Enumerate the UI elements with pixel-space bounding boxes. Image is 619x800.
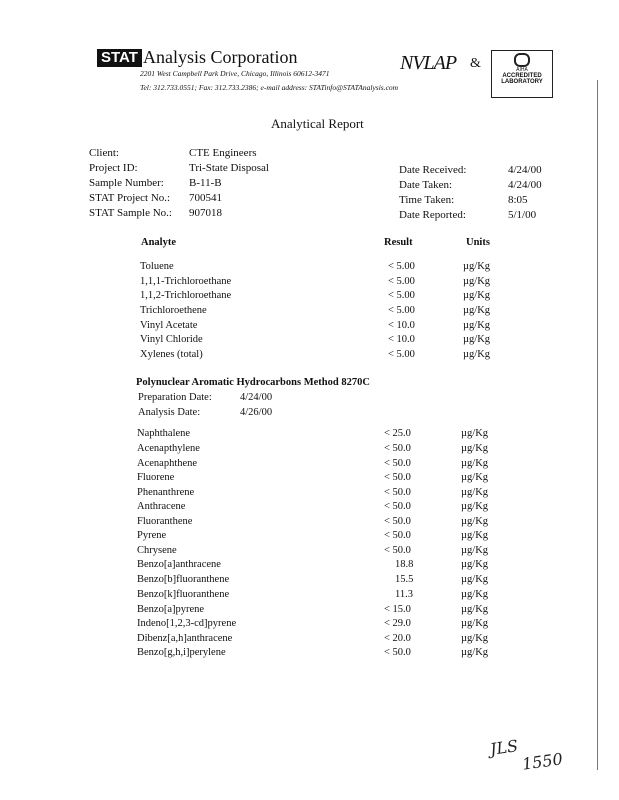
analyte-name: Dibenz[a,h]anthracene <box>137 633 233 644</box>
analyte-name: Vinyl Acetate <box>140 320 198 331</box>
ampersand: & <box>470 56 481 71</box>
analyte-name: Acenapthylene <box>137 443 200 454</box>
company-contact: Tel: 312.733.0551; Fax: 312.733.2386; e-mail address: STATinfo@STATAnalysis.com <box>140 83 399 92</box>
analyte-name: Chrysene <box>137 545 177 556</box>
date-reported-value: 5/1/00 <box>508 209 537 221</box>
date-taken-label: Date Taken: <box>399 179 453 191</box>
analyte-units: µg/Kg <box>463 349 491 360</box>
analyte-name: Toluene <box>140 261 174 272</box>
laboratory-label: LABORATORY <box>501 79 543 85</box>
aiha-accreditation-badge <box>491 50 553 98</box>
analyte-name: 1,1,1-Trichloroethane <box>140 276 232 287</box>
time-taken-value: 8:05 <box>508 194 528 206</box>
analyte-result: < 50.0 <box>384 472 411 483</box>
analyte-result: < 50.0 <box>384 530 411 541</box>
aiha-label: AIHA <box>516 67 528 73</box>
pah-section-heading: Polynuclear Aromatic Hydrocarbons Method 8270C <box>136 377 370 388</box>
analyte-result: < 50.0 <box>384 516 411 527</box>
sample-number-label: Sample Number: <box>89 177 164 189</box>
analyte-result: < 50.0 <box>384 545 411 556</box>
analysis-date-value: 4/26/00 <box>240 407 273 418</box>
analyte-name: Benzo[k]fluoranthene <box>137 589 230 600</box>
analyte-name: Benzo[b]fluoranthene <box>137 574 230 585</box>
stat-project-value: 700541 <box>189 192 222 204</box>
analyte-units: µg/Kg <box>461 647 489 658</box>
analyte-result: < 5.00 <box>388 261 415 272</box>
analyte-units: µg/Kg <box>461 443 489 454</box>
handwritten-initials: JLS <box>488 736 520 759</box>
report-title: Analytical Report <box>271 116 364 131</box>
analyte-name: Fluorene <box>137 472 175 483</box>
analyte-result: < 5.00 <box>388 290 415 301</box>
accredited-label: ACCREDITED <box>502 73 542 79</box>
analyte-result: < 5.00 <box>388 349 415 360</box>
analyte-result: < 50.0 <box>384 647 411 658</box>
analyte-name: Naphthalene <box>137 428 191 439</box>
analyte-name: Xylenes (total) <box>140 349 203 360</box>
analyte-name: Indeno[1,2,3-cd]pyrene <box>137 618 237 629</box>
analyte-name: Benzo[g,h,i]perylene <box>137 647 226 658</box>
analyte-units: µg/Kg <box>461 487 489 498</box>
analyte-name: Trichloroethene <box>140 305 207 316</box>
nvlap-logo: NVLAP <box>400 52 457 74</box>
analyte-units: µg/Kg <box>461 428 489 439</box>
analyte-result: < 25.0 <box>384 428 411 439</box>
analyte-units: µg/Kg <box>461 559 489 570</box>
project-value: Tri-State Disposal <box>189 162 269 174</box>
analyte-name: Vinyl Chloride <box>140 334 203 345</box>
stat-project-label: STAT Project No.: <box>89 192 171 204</box>
analyte-result: < 50.0 <box>384 458 411 469</box>
analyte-units: µg/Kg <box>461 545 489 556</box>
analyte-result: 11.3 <box>395 589 413 600</box>
preparation-date-value: 4/24/00 <box>240 392 273 403</box>
analyte-units: µg/Kg <box>461 516 489 527</box>
company-logo: STAT <box>97 49 142 67</box>
analyte-name: 1,1,2-Trichloroethane <box>140 290 232 301</box>
analyte-header: Analyte <box>141 237 176 248</box>
analyte-units: µg/Kg <box>461 501 489 512</box>
company-address: 2201 West Campbell Park Drive, Chicago, Illinois 60612-3471 <box>140 69 330 78</box>
analyte-units: µg/Kg <box>461 604 489 615</box>
analyte-result: 18.8 <box>395 559 414 570</box>
analyte-units: µg/Kg <box>463 276 491 287</box>
analyte-result: 15.5 <box>395 574 414 585</box>
aiha-emblem-icon <box>514 53 530 67</box>
analyte-result: < 29.0 <box>384 618 411 629</box>
scan-edge-line <box>597 80 598 770</box>
analyte-units: µg/Kg <box>461 472 489 483</box>
stat-sample-label: STAT Sample No.: <box>89 207 172 219</box>
analyte-units: µg/Kg <box>461 574 489 585</box>
project-label: Project ID: <box>89 162 138 174</box>
analyte-units: µg/Kg <box>461 589 489 600</box>
analyte-name: Benzo[a]pyrene <box>137 604 205 615</box>
stat-sample-value: 907018 <box>189 207 222 219</box>
analyte-result: < 50.0 <box>384 487 411 498</box>
analyte-units: µg/Kg <box>463 261 491 272</box>
sample-number-value: B-11-B <box>189 177 222 189</box>
analyte-name: Fluoranthene <box>137 516 193 527</box>
company-name: Analysis Corporation <box>143 47 298 67</box>
units-header: Units <box>466 237 490 248</box>
analyte-result: < 10.0 <box>388 320 415 331</box>
analyte-result: < 5.00 <box>388 305 415 316</box>
analyte-result: < 10.0 <box>388 334 415 345</box>
analyte-units: µg/Kg <box>463 290 491 301</box>
analyte-units: µg/Kg <box>461 458 489 469</box>
analyte-units: µg/Kg <box>463 305 491 316</box>
date-reported-label: Date Reported: <box>399 209 466 221</box>
preparation-date-label: Preparation Date: <box>138 392 212 403</box>
analyte-result: < 5.00 <box>388 276 415 287</box>
analyte-units: µg/Kg <box>461 633 489 644</box>
analyte-name: Pyrene <box>137 530 167 541</box>
analyte-units: µg/Kg <box>463 320 491 331</box>
result-header: Result <box>384 237 413 248</box>
analyte-units: µg/Kg <box>461 530 489 541</box>
analyte-name: Anthracene <box>137 501 186 512</box>
handwritten-number: 1550 <box>520 749 564 774</box>
analyte-result: < 15.0 <box>384 604 411 615</box>
analyte-name: Acenaphthene <box>137 458 198 469</box>
analyte-units: µg/Kg <box>461 618 489 629</box>
time-taken-label: Time Taken: <box>399 194 455 206</box>
client-label: Client: <box>89 147 119 159</box>
analysis-date-label: Analysis Date: <box>138 407 201 418</box>
analyte-name: Phenanthrene <box>137 487 195 498</box>
analyte-units: µg/Kg <box>463 334 491 345</box>
analyte-result: < 20.0 <box>384 633 411 644</box>
analyte-result: < 50.0 <box>384 501 411 512</box>
analyte-result: < 50.0 <box>384 443 411 454</box>
date-received-value: 4/24/00 <box>508 164 542 176</box>
date-taken-value: 4/24/00 <box>508 179 542 191</box>
client-value: CTE Engineers <box>189 147 257 159</box>
date-received-label: Date Received: <box>399 164 467 176</box>
analyte-name: Benzo[a]anthracene <box>137 559 221 570</box>
